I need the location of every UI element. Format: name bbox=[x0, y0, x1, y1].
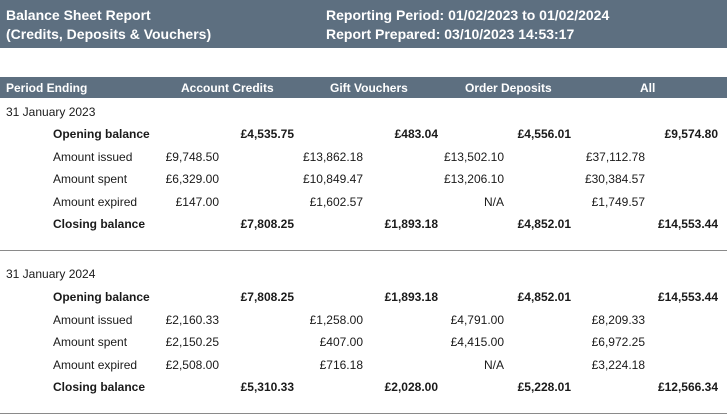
closing-deposits: £5,228.01 bbox=[517, 380, 571, 394]
opening-all: £9,574.80 bbox=[664, 127, 718, 141]
column-header-order-deposits: Order Deposits bbox=[465, 81, 552, 95]
row-label: Amount expired bbox=[53, 358, 138, 372]
row-label: Opening balance bbox=[53, 290, 150, 304]
row-label: Opening balance bbox=[53, 127, 150, 141]
spent-deposits: £13,206.10 bbox=[443, 172, 504, 186]
closing-vouchers: £2,028.00 bbox=[384, 380, 438, 394]
row-label: Closing balance bbox=[53, 217, 146, 231]
report-meta bbox=[326, 6, 609, 44]
opening-vouchers: £1,893.18 bbox=[384, 290, 438, 304]
row-label: Closing balance bbox=[53, 380, 146, 394]
expired-credits: £2,508.00 bbox=[165, 358, 219, 372]
expired-deposits: N/A bbox=[483, 358, 504, 372]
issued-credits: £9,748.50 bbox=[165, 150, 219, 164]
issued-credits: £2,160.33 bbox=[165, 313, 219, 327]
spent-deposits: £4,415.00 bbox=[450, 335, 504, 349]
issued-vouchers: £13,862.18 bbox=[302, 150, 363, 164]
issued-all: £8,209.33 bbox=[591, 313, 645, 327]
opening-vouchers: £483.04 bbox=[394, 127, 438, 141]
issued-vouchers: £1,258.00 bbox=[309, 313, 363, 327]
spent-credits: £2,150.25 bbox=[165, 335, 219, 349]
section-date: 31 January 2024 bbox=[6, 267, 96, 281]
spent-all: £6,972.25 bbox=[591, 335, 645, 349]
closing-all: £14,553.44 bbox=[657, 217, 718, 231]
report-title-line1: Balance Sheet Report bbox=[6, 7, 151, 23]
row-label: Amount expired bbox=[53, 195, 138, 209]
opening-deposits: £4,556.01 bbox=[517, 127, 571, 141]
section-date: 31 January 2023 bbox=[6, 105, 96, 119]
row-label: Amount spent bbox=[53, 172, 128, 186]
closing-credits: £5,310.33 bbox=[240, 380, 294, 394]
column-header-row bbox=[0, 77, 727, 98]
expired-all: £3,224.18 bbox=[591, 358, 645, 372]
expired-all: £1,749.57 bbox=[591, 195, 645, 209]
row-label: Amount issued bbox=[53, 150, 133, 164]
report-title bbox=[6, 6, 211, 44]
issued-deposits: £4,791.00 bbox=[450, 313, 504, 327]
expired-vouchers: £716.18 bbox=[319, 358, 363, 372]
issued-deposits: £13,502.10 bbox=[443, 150, 504, 164]
reporting-period: Reporting Period: 01/02/2023 to 01/02/2024 bbox=[326, 7, 610, 23]
expired-credits: £147.00 bbox=[175, 195, 219, 209]
spent-all: £30,384.57 bbox=[584, 172, 645, 186]
row-label: Amount issued bbox=[53, 313, 133, 327]
opening-deposits: £4,852.01 bbox=[517, 290, 571, 304]
column-header-all: All bbox=[640, 81, 656, 95]
opening-credits: £7,808.25 bbox=[240, 290, 294, 304]
spent-vouchers: £10,849.47 bbox=[302, 172, 363, 186]
report-title-line2: (Credits, Deposits & Vouchers) bbox=[6, 26, 212, 42]
closing-deposits: £4,852.01 bbox=[517, 217, 571, 231]
opening-credits: £4,535.75 bbox=[240, 127, 294, 141]
column-header-period-ending: Period Ending bbox=[6, 81, 88, 95]
spent-vouchers: £407.00 bbox=[319, 335, 363, 349]
column-header-account-credits: Account Credits bbox=[181, 81, 274, 95]
section-divider bbox=[0, 250, 727, 251]
closing-all: £12,566.34 bbox=[657, 380, 718, 394]
report-header bbox=[0, 0, 727, 48]
row-label: Amount spent bbox=[53, 335, 128, 349]
expired-vouchers: £1,602.57 bbox=[309, 195, 363, 209]
issued-all: £37,112.78 bbox=[585, 150, 645, 164]
closing-vouchers: £1,893.18 bbox=[384, 217, 438, 231]
section-divider bbox=[0, 413, 727, 414]
opening-all: £14,553.44 bbox=[657, 290, 718, 304]
spent-credits: £6,329.00 bbox=[165, 172, 219, 186]
closing-credits: £7,808.25 bbox=[240, 217, 294, 231]
expired-deposits: N/A bbox=[483, 195, 504, 209]
report-prepared: Report Prepared: 03/10/2023 14:53:17 bbox=[326, 26, 575, 42]
column-header-gift-vouchers: Gift Vouchers bbox=[330, 81, 408, 95]
